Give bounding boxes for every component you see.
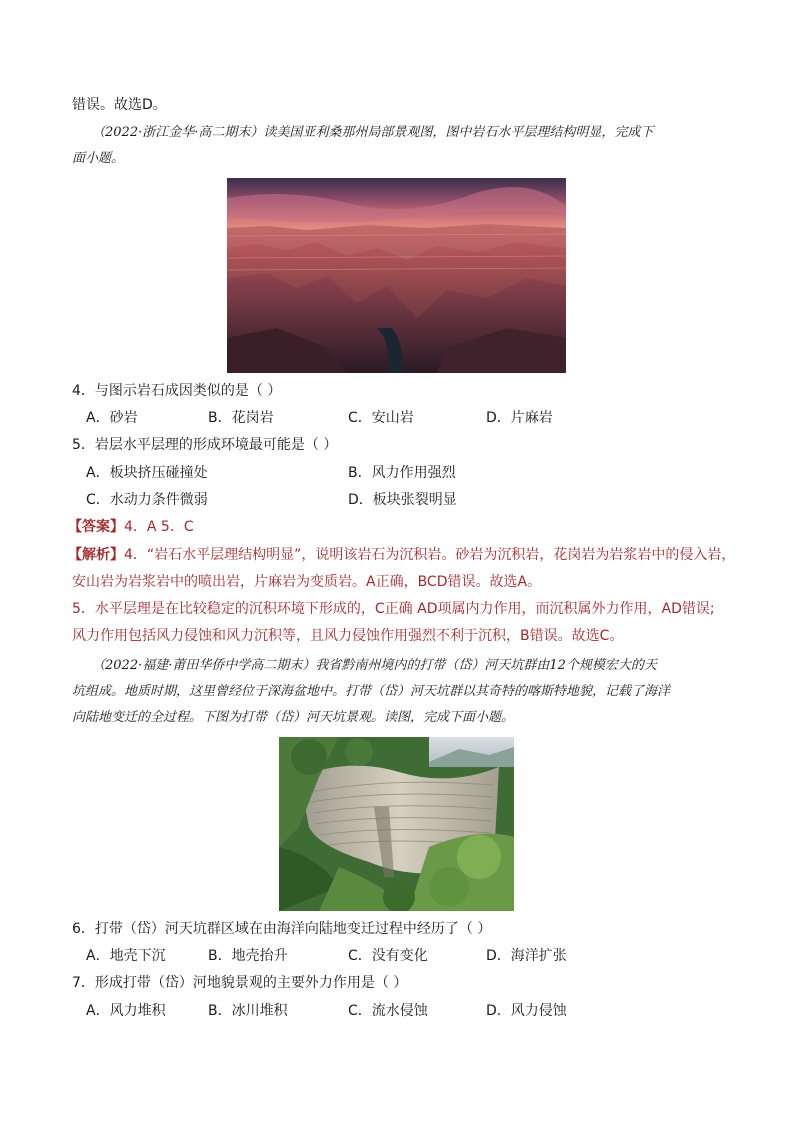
q5-stem: 5．岩层水平层理的形成环境最可能是（ ） bbox=[72, 437, 338, 453]
q5-option-b[interactable]: B．风力作用强烈 bbox=[348, 465, 456, 481]
q4-option-c[interactable]: C．安山岩 bbox=[348, 410, 414, 426]
answer-line bbox=[68, 517, 194, 537]
q5-option-d[interactable]: D．板块张裂明显 bbox=[348, 492, 457, 508]
intro2-line3: 向陆地变迁的全过程。下图为打带（岱）河天坑景观。读图，完成下面小题。 bbox=[72, 710, 515, 725]
answer-text: 4．A 5．C bbox=[124, 519, 194, 535]
q7-option-c[interactable]: C．流水侵蚀 bbox=[348, 1003, 428, 1019]
q6-option-c[interactable]: C．没有变化 bbox=[348, 948, 428, 964]
q7-option-b[interactable]: B．冰川堆积 bbox=[208, 1003, 288, 1019]
answer-label: 【答案】 bbox=[68, 519, 124, 535]
q5-options-row1 bbox=[86, 463, 646, 483]
q6-option-b[interactable]: B．地壳抬升 bbox=[208, 948, 288, 964]
q4-stem: 4．与图示岩石成因类似的是（ ） bbox=[72, 383, 282, 399]
intro2-line1: （2022·福建·莆田华侨中学高二期末）我省黔南州境内的打带（岱）河天坑群由12个规模宏大的天 bbox=[92, 658, 657, 673]
analysis-line2: 安山岩为岩浆岩中的喷出岩，片麻岩为变质岩。A正确，BCD错误。故选A。 bbox=[72, 574, 542, 590]
q6-stem: 6．打带（岱）河天坑群区域在由海洋向陆地变迁过程中经历了（ ） bbox=[72, 921, 492, 937]
q7-options bbox=[86, 1001, 646, 1021]
intro1-line2: 面小题。 bbox=[72, 151, 125, 166]
q7-option-a[interactable]: A．风力堆积 bbox=[86, 1003, 166, 1019]
analysis-text1: 4．“岩石水平层理结构明显”，说明该岩石为沉积岩。砂岩为沉积岩，花岗岩为岩浆岩中的侵入岩， bbox=[124, 547, 736, 563]
q7-stem: 7．形成打带（岱）河地貌景观的主要外力作用是（ ） bbox=[72, 975, 408, 991]
intro1-line1: （2022·浙江金华·高二期末）读美国亚利桑那州局部景观图，图中岩石水平层理结构明显，完成下 bbox=[92, 125, 654, 140]
q4-option-d[interactable]: D．片麻岩 bbox=[486, 410, 553, 426]
canyon-photo bbox=[227, 178, 566, 373]
q4-option-b[interactable]: B．花岗岩 bbox=[208, 410, 274, 426]
q5-options-row2 bbox=[86, 490, 646, 510]
q4-options bbox=[86, 408, 646, 428]
karst-sinkhole-photo bbox=[279, 737, 514, 911]
q4-option-a[interactable]: A．砂岩 bbox=[86, 410, 138, 426]
top-line: 错误。故选D。 bbox=[72, 97, 167, 113]
q5-option-c[interactable]: C．水动力条件微弱 bbox=[86, 492, 208, 508]
q5-option-a[interactable]: A．板块挤压碰撞处 bbox=[86, 465, 208, 481]
q6-option-d[interactable]: D．海洋扩张 bbox=[486, 948, 567, 964]
analysis-line3: 5．水平层理是在比较稳定的沉积环境下形成的，C正确 AD项属内力作用，而沉积属外力作用，AD错误; bbox=[72, 601, 715, 617]
q6-option-a[interactable]: A．地壳下沉 bbox=[86, 948, 166, 964]
q6-options bbox=[86, 946, 646, 966]
analysis-line1 bbox=[68, 545, 735, 565]
intro2-line2: 坑组成。地质时期，这里曾经位于深海盆地中。打带（岱）河天坑群以其奇特的喀斯特地貌，记载了海洋 bbox=[72, 684, 671, 699]
q7-option-d[interactable]: D．风力侵蚀 bbox=[486, 1003, 567, 1019]
analysis-label: 【解析】 bbox=[68, 547, 124, 563]
analysis-line4: 风力作用包括风力侵蚀和风力沉积等，且风力侵蚀作用强烈不利于沉积，B错误。故选C。 bbox=[72, 628, 624, 644]
